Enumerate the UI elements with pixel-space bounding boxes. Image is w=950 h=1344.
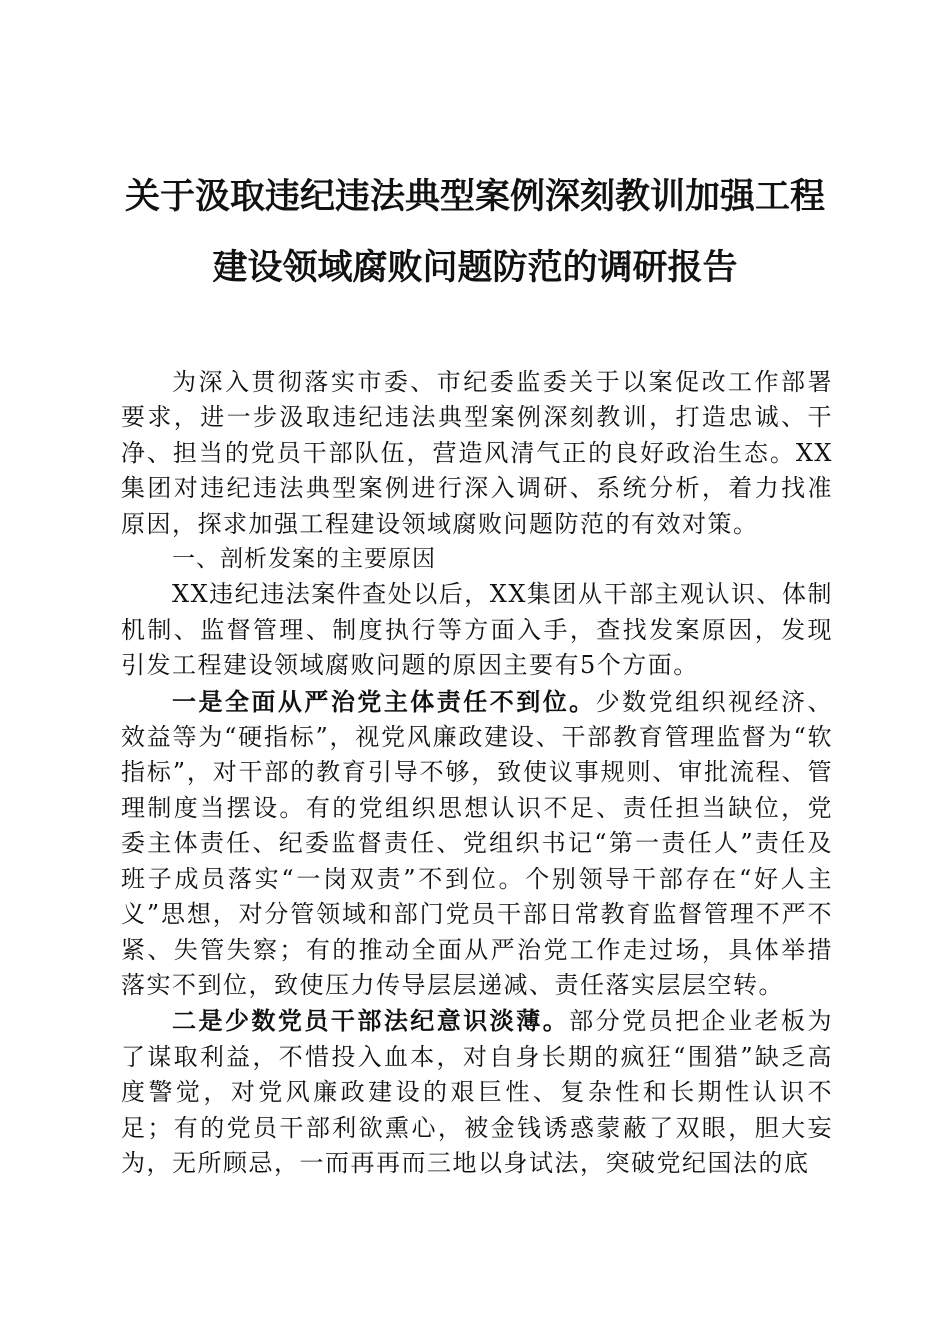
point-1-paragraph (121, 684, 833, 1004)
section-heading: 一、剖析发案的主要原因 (172, 546, 436, 573)
report-body (121, 365, 833, 1181)
report-title-line-1: 关于汲取违纪违法典型案例深刻教训加强工程 (124, 176, 825, 217)
intro-paragraph: 为深入贯彻落实市委、市纪委监委关于以案促改工作部署要求，进一步汲取违纪违法典型案例深刻教训，打造忠诚、干净、担当的党员干部队伍，营造风清气正的良好政治生态。XX集团对违纪违法典型案例进行深入调研、系统分析，着力找准原因，探求加强工程建设领域腐败问题防范的有效对策。 (121, 368, 833, 538)
report-title-line-2: 建设领域腐败问题防范的调研报告 (212, 247, 738, 288)
point-1-lead: 一是全面从严治党主体责任不到位。 (172, 686, 596, 716)
section-intro-paragraph: XX违纪违法案件查处以后，XX集团从干部主观认识、体制机制、监督管理、制度执行等方面入手，查找发案原因，发现引发工程建设领域腐败问题的原因主要有5个方面。 (121, 580, 833, 680)
point-2-paragraph (121, 1003, 833, 1181)
point-1-text: 少数党组织视经济、效益等为“硬指标”，视党风廉政建设、干部教育管理监督为“软指标”，对干部的教育引导不够，致使议事规则、审批流程、管理制度当摆设。有的党组织思想认识不足、责任担当缺位，党委主体责任、纪委监督责任、党组织书记“第一责任人”责任及班子成员落实“一岗双责”不到位。个别领导干部存在“好人主义”思想，对分管领域和部门党员干部日常教育监督管理不严不紧、失管失察；有的推动全面从严治党工作走过场，具体举措落实不到位，致使压力传导层层递减、责任落实层层空转。 (121, 687, 834, 999)
point-2-lead: 二是少数党员干部法纪意识淡薄。 (172, 1006, 570, 1036)
point-2-text: 部分党员把企业老板为了谋取利益，不惜投入血本，对自身长期的疯狂“围猎”缺乏高度警觉，对党风廉政建设的艰巨性、复杂性和长期性认识不足；有的党员干部利欲熏心，被金钱诱惑蒙蔽了双眼，胆大妄为，无所顾忌，一而再再而三地以身试法，突破党纪国法的底 (121, 1007, 833, 1177)
